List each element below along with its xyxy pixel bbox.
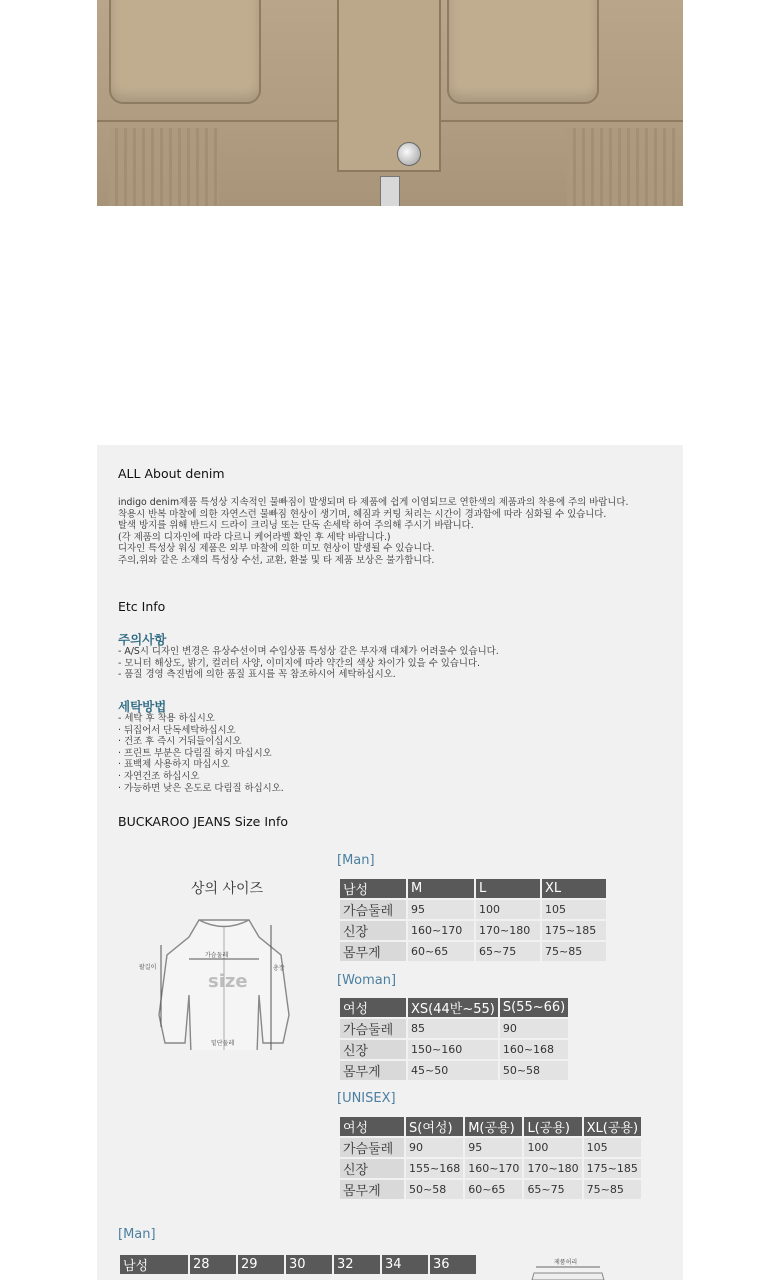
table-row [340, 1040, 568, 1059]
zipper-pull [380, 176, 400, 206]
table-cell: 50~58 [500, 1061, 568, 1080]
header-cell: XL(공용) [584, 1117, 641, 1136]
front-placket [337, 0, 441, 172]
row-label: 몸무게 [340, 1061, 406, 1080]
chest-pocket-right [447, 0, 599, 104]
row-label: 몸무게 [340, 942, 406, 961]
waist-gather-right [567, 128, 677, 206]
man-size-table [338, 877, 608, 963]
table-cell: 60~65 [465, 1180, 522, 1199]
header-cell: S(55~66) [500, 998, 568, 1017]
table-row [340, 942, 606, 961]
header-cell: 29 [238, 1255, 284, 1274]
wash-text: - 세탁 후 착용 하십시오 · 뒤집어서 단독세탁하십시오 · 건조 후 즉시 거둬들이십시오 · 프린트 부분은 다림질 하지 마십시오 · 표백제 사용하지 마십시오 · 자연건조 하십시오 · 가능하면 낮은 온도로 다림질 하십시오. [118, 713, 284, 794]
chest-label: 가슴둘레 [205, 952, 229, 959]
table-cell: 50~58 [406, 1180, 463, 1199]
table-cell: 170~180 [524, 1159, 581, 1178]
table-row [340, 921, 606, 940]
product-photo [97, 0, 683, 206]
pants-outline [532, 1273, 604, 1280]
table-cell: 95 [465, 1138, 522, 1157]
row-label: 신장 [340, 921, 406, 940]
table-cell: 95 [408, 900, 474, 919]
table-cell: 100 [524, 1138, 581, 1157]
hem-label: 밑단둘레 [211, 1040, 235, 1047]
table-cell: 175~185 [584, 1159, 641, 1178]
header-cell: S(여성) [406, 1117, 463, 1136]
product-info-panel [97, 445, 683, 1280]
unisex-table-label: [UNISEX] [337, 1091, 396, 1106]
header-cell: 32 [334, 1255, 380, 1274]
jeans-man-table-label: [Man] [118, 1227, 156, 1242]
wash-title: 세탁방법 [118, 699, 167, 714]
length-label: 총장 [273, 965, 285, 972]
header-cell: XL [542, 879, 606, 898]
header-cell: XS(44반~55) [408, 998, 498, 1017]
table-cell: 105 [542, 900, 606, 919]
table-cell: 160~170 [465, 1159, 522, 1178]
table-row [340, 1138, 641, 1157]
table-cell: 90 [500, 1019, 568, 1038]
woman-size-table [338, 996, 570, 1082]
row-label: 신장 [340, 1159, 404, 1178]
table-row [340, 1061, 568, 1080]
header-cell: 28 [190, 1255, 236, 1274]
header-cell: M [408, 879, 474, 898]
man-table-label: [Man] [337, 853, 375, 868]
table-cell: 75~85 [542, 942, 606, 961]
table-header-row [340, 1117, 641, 1136]
diagram-title: 상의 사이즈 [191, 881, 264, 897]
table-cell: 105 [584, 1138, 641, 1157]
table-cell: 85 [408, 1019, 498, 1038]
waist-label: 제품허리 [554, 1259, 578, 1266]
header-cell: L(공용) [524, 1117, 581, 1136]
size-info-heading: BUCKAROO JEANS Size Info [118, 814, 289, 829]
header-cell: M(공용) [465, 1117, 522, 1136]
header-cell: 30 [286, 1255, 332, 1274]
sleeve-label: 팔길이 [139, 964, 157, 971]
etc-heading: Etc Info [118, 599, 166, 614]
table-cell: 160~170 [408, 921, 474, 940]
row-label: 신장 [340, 1040, 406, 1059]
table-cell: 45~50 [408, 1061, 498, 1080]
unisex-size-table [338, 1115, 643, 1201]
pants-size-diagram [522, 1257, 622, 1280]
table-row [340, 900, 606, 919]
table-row [340, 1159, 641, 1178]
row-label: 가슴둘레 [340, 1019, 406, 1038]
header-cell: 남성 [120, 1255, 188, 1274]
table-cell: 160~168 [500, 1040, 568, 1059]
woman-table-label: [Woman] [337, 973, 397, 988]
header-cell: 남성 [340, 879, 406, 898]
header-cell: 36 [430, 1255, 476, 1274]
table-cell: 60~65 [408, 942, 474, 961]
table-row [340, 1180, 641, 1199]
row-label: 가슴둘레 [340, 900, 406, 919]
table-header-row [340, 998, 568, 1017]
size-watermark: size [208, 971, 248, 992]
table-cell: 175~185 [542, 921, 606, 940]
about-text: indigo denim제품 특성상 지속적인 물빠짐이 발생되며 타 제품에 쉽게 이염되므로 연한색의 제품과의 착용에 주의 바랍니다. 착용시 반복 마찰에 의한 자연스런 물빠짐 현상이 생기며, 헤짐과 커팅 처리는 시간이 경과함에 따라 심화될 수 있습니다. 탈색 방지를 위해 반드시 드라이 크리닝 또는 단독 손세탁 하여 주의해 주시기 바랍니다. (각 제품의 디자인에 따라 다르니 케어라벨 확인 후 세탁 바랍니다.) 디자인 특성상 워싱 제품은 외부 마찰에 의한 미모 현상이 발생될 수 있습니다. 주의,위와 같은 소재의 특성상 수선, 교환, 환불 및 타 제품 보상은 불가합니다. [118, 497, 629, 566]
caution-text: - A/S시 디자인 변경은 유상수선이며 수입상품 특성상 같은 부자재 대체가 어려울수 있습니다. - 모니터 해상도, 밝기, 컬러터 사양, 이미지에 따라 약간의 색상 차이가 있을 수 있습니다. - 품질 경영 측진법에 의한 품질 표시를 꼭 참조하시어 세탁하십시오. [118, 646, 499, 681]
table-row [340, 1019, 568, 1038]
table-cell: 65~75 [476, 942, 540, 961]
snap-button [397, 142, 421, 166]
row-label: 가슴둘레 [340, 1138, 404, 1157]
waist-gather-left [109, 128, 219, 206]
caution-title: 주의사항 [118, 632, 167, 647]
row-label: 몸무게 [340, 1180, 404, 1199]
table-cell: 90 [406, 1138, 463, 1157]
table-header-row [340, 879, 606, 898]
table-header-row [120, 1255, 476, 1274]
table-cell: 155~168 [406, 1159, 463, 1178]
table-cell: 150~160 [408, 1040, 498, 1059]
chest-pocket-left [109, 0, 261, 104]
header-cell: 여성 [340, 998, 406, 1017]
table-cell: 65~75 [524, 1180, 581, 1199]
about-heading: ALL About denim [118, 466, 225, 481]
jeans-man-size-table [118, 1253, 478, 1276]
header-cell: L [476, 879, 540, 898]
jacket-size-diagram [137, 875, 307, 1050]
table-cell: 100 [476, 900, 540, 919]
header-cell: 여성 [340, 1117, 404, 1136]
table-cell: 170~180 [476, 921, 540, 940]
header-cell: 34 [382, 1255, 428, 1274]
table-cell: 75~85 [584, 1180, 641, 1199]
